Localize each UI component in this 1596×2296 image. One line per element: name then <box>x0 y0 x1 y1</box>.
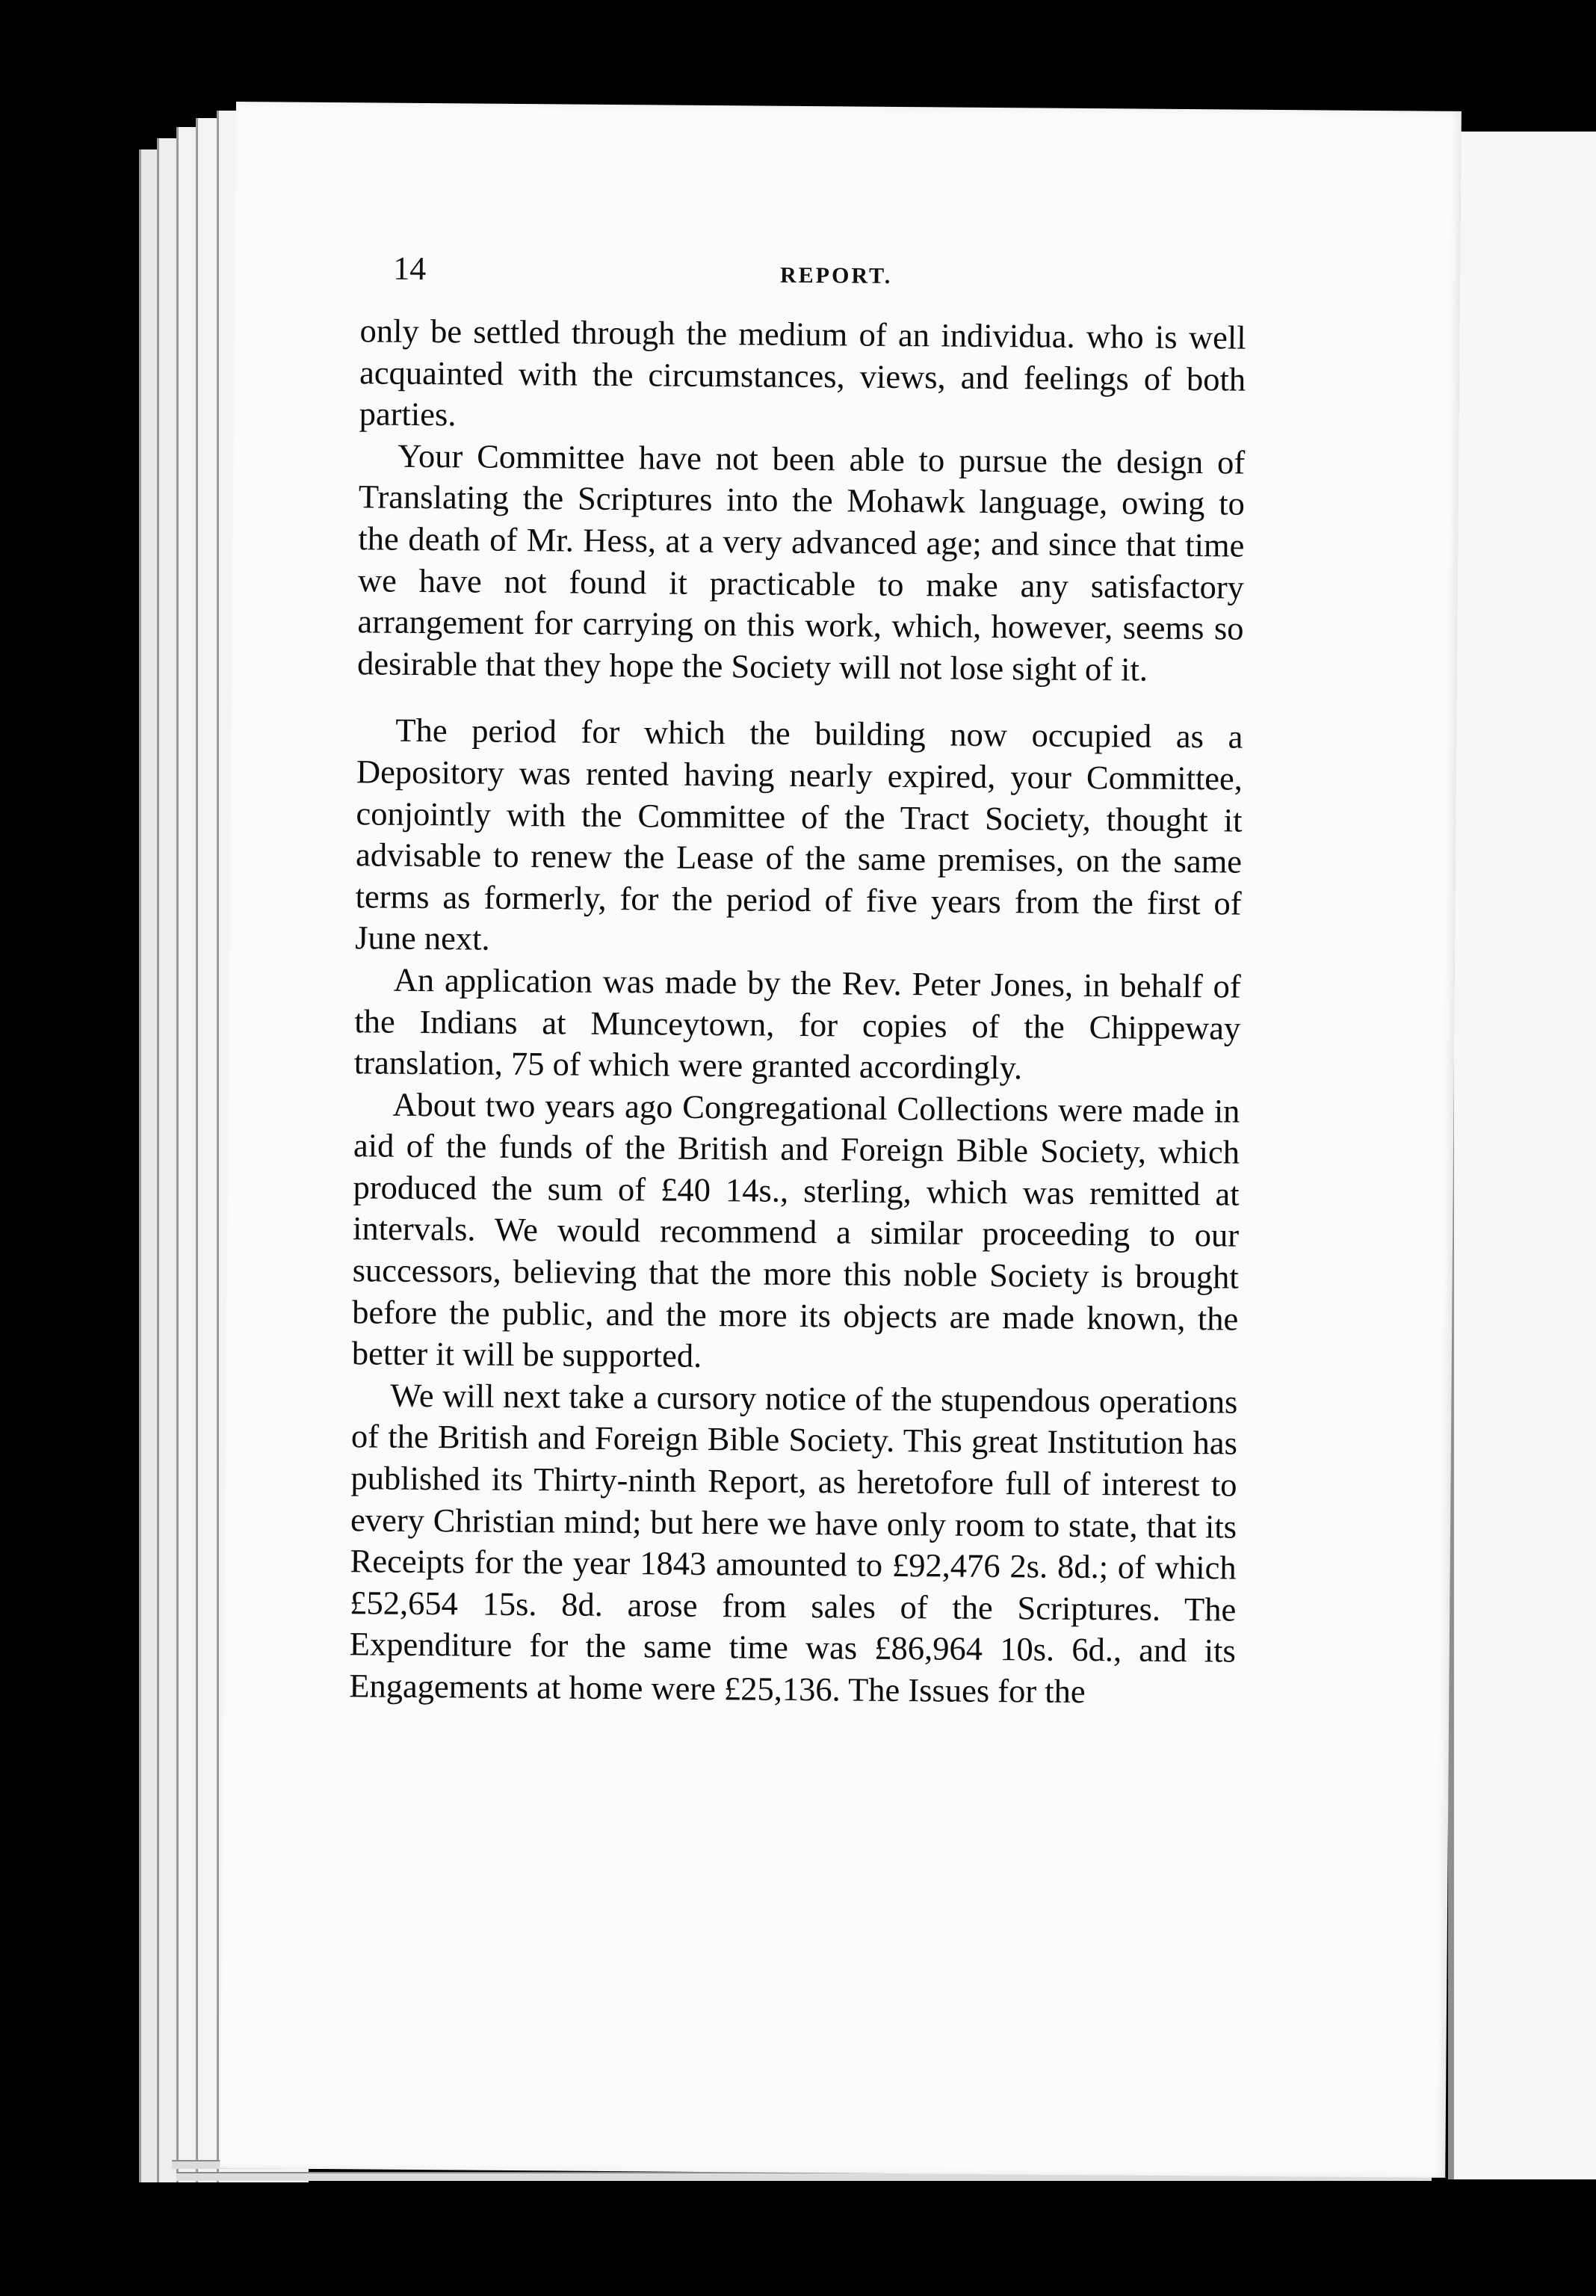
page-number: 14 <box>393 250 427 288</box>
paragraph-continuation: only be settled through the medium of an individua. who is well acquainted with the circumstances, views, and feelings of both parties. <box>359 312 1246 433</box>
paragraph-congregational-collections: About two years ago Congregational Collections were made in aid of the funds of the British and Foreign Bible Society, which produced the sum of £40 14s., sterling, which was remitted at intervals. We would recommend a similar proceeding to our successors, believing that the more this noble Society is brought before the public, and the more its objects are made known, the better it will be supported. <box>351 1085 1240 1375</box>
paragraph-british-foreign-bible-society: We will next take a cursory notice of the stupendous operations of the British and Foreign Bible Society. This great Institution has published its Thirty-ninth Report, as heretofore full of interest to every Christian mind; but here we have only room to state, that its Receipts for the year 1843 amounted to £92,476 2s. 8d.; of which £52,654 15s. 8d. arose from sales of the Scriptures. The Expenditure for the same time was £86,964 10s. 6d., and its Engagements at home were £25,136. The Issues for the <box>349 1376 1238 1710</box>
paragraph-munceytown-application: An application was made by the Rev. Peter Jones, in behalf of the Indians at Munceytown, for copies of the Chippeway translation, 75 of which were granted accordingly. <box>353 960 1241 1087</box>
report-body <box>349 310 1246 1714</box>
paragraph-mohawk-translation: Your Committee have not been able to pursue the design of Translating the Scriptures into the Mohawk language, owing to the death of Mr. Hess, at a very advanced age; and since that time we have not found it practicable to make any satisfactory arrangement for carrying on this work, which, however, seems so desirable that they hope the Society will not lose sight of it. <box>356 436 1246 688</box>
running-head: REPORT. <box>779 262 893 288</box>
page-header <box>393 250 1280 309</box>
facing-page-edge <box>1448 132 1596 2179</box>
book-page <box>220 102 1462 2178</box>
paragraph-depository-lease: The period for which the building now occupied as a Depository was rented having nearly expired, your Committee, conjointly with the Committee of the Tract Society, thought it advisable to renew the Lease of the same premises, on the same terms as formerly, for the period of five years from the first of June next. <box>355 712 1243 958</box>
